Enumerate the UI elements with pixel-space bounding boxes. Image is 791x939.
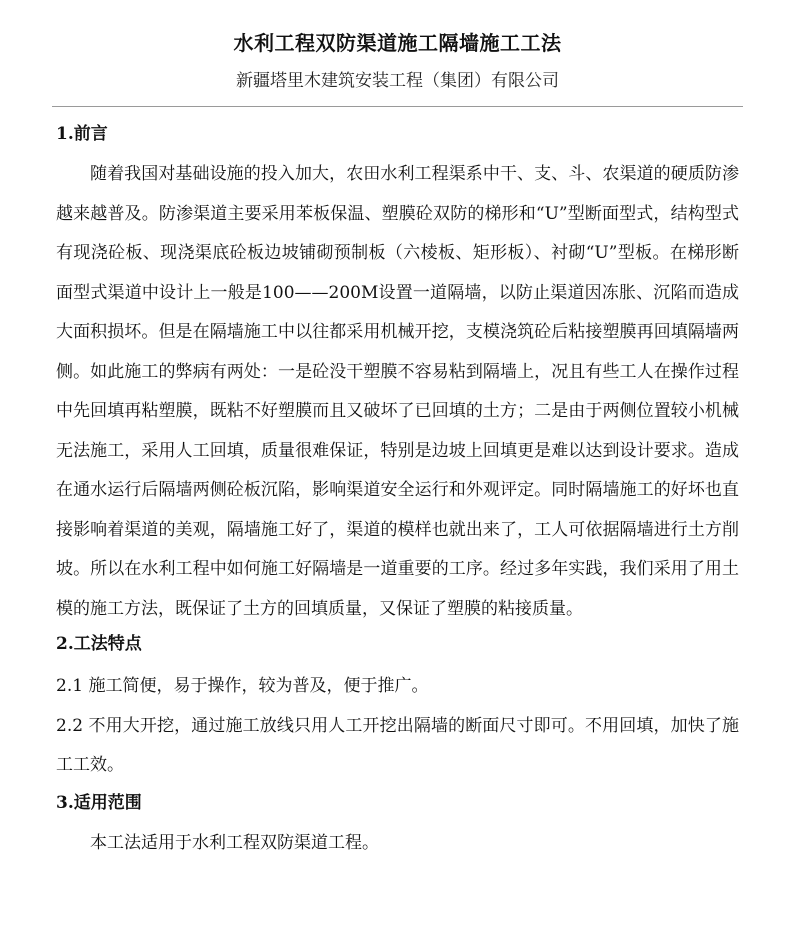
features-item-2-2: 2.2 不用大开挖，通过施工放线只用人工开挖出隔墙的断面尺寸即可。不用回填，加快了施工工效。 [56,715,739,775]
preface-paragraph: 随着我国对基础设施的投入加大，农田水利工程渠系中干、支、斗、农渠道的硬质防渗越来越普及。防渗渠道主要采用苯板保温、塑膜砼双防的梯形和“U”型断面型式，结构型式有现浇砼板、现浇渠底砼板边坡铺砌预制板（六棱板、矩形板）、衬砌“U”型板。在梯形断面型式渠道中设计上一般是100——200M设置一道隔墙，以防止渠道因冻胀、沉陷而造成大面积损坏。但是在隔墙施工中以往都采用机械开挖，支模浇筑砼后粘接塑膜再回填隔墙两侧。如此施工的弊病有两处：一是砼没干塑膜不容易粘到隔墙上，况且有些工人在操作过程中先回填再粘塑膜，既粘不好塑膜而且又破坏了已回填的土方；二是由于两侧位置较小机械无法施工，采用人工回填，质量很难保证，特别是边坡上回填更是难以达到设计要求。造成在通水运行后隔墙两侧砼板沉陷，影响渠道安全运行和外观评定。同时隔墙施工的好坏也直接影响着渠道的美观，隔墙施工好了，渠道的模样也就出来了，工人可依据隔墙进行土方削坡。所以在水利工程中如何施工好隔墙是一道重要的工序。经过多年实践，我们采用了用土模的施工方法，既保证了土方的回填质量，又保证了塑膜的粘接质量。 [56,164,739,619]
section-heading-scope: 3.适用范围 [56,792,142,813]
section-heading-features: 2.工法特点 [56,634,142,654]
features-item-2-1: 2.1 施工简便，易于操作，较为普及，便于推广。 [56,676,429,696]
document-title: 水利工程双防渠道施工隔墙施工工法 [233,31,562,55]
section-heading-preface: 1.前言 [56,124,108,144]
document-author: 新疆塔里木建筑安装工程（集团）有限公司 [236,71,559,91]
scope-paragraph: 本工法适用于水利工程双防渠道工程。 [90,832,379,853]
header-divider [52,106,743,107]
